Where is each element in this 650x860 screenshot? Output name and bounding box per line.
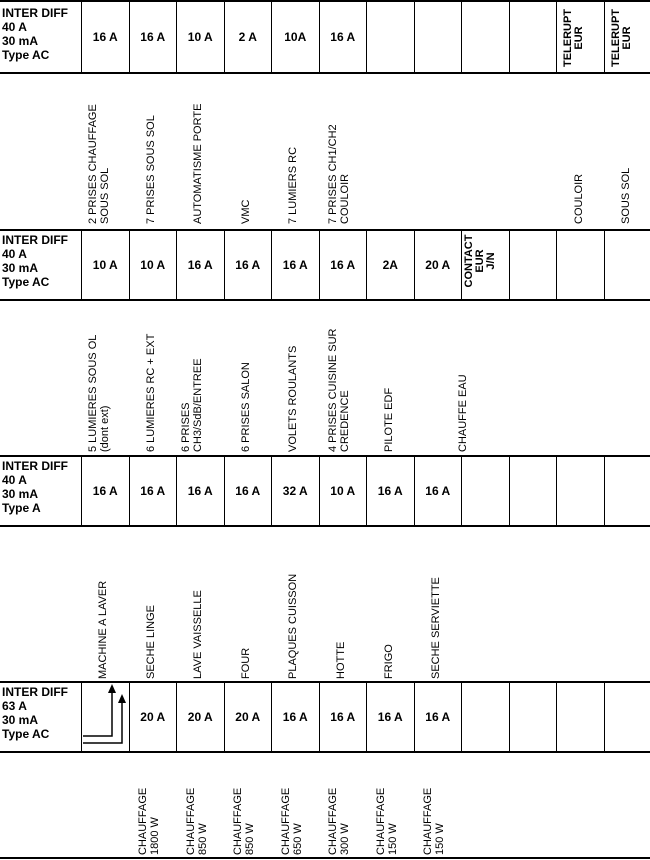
inter-diff-label-1 (2, 6, 68, 62)
breaker-rating (510, 229, 558, 300)
row-top-border (0, 455, 650, 457)
circuit-label: VMC (240, 199, 252, 224)
inter-diff-rating: 63 A (2, 699, 27, 713)
circuit-label: MACHINE A LAVER (97, 580, 109, 679)
circuit-label: AUTOMATISME PORTE (192, 103, 204, 224)
circuit-label: FOUR (240, 647, 252, 679)
breaker-rating (605, 229, 650, 300)
breaker-rating: 16 A (320, 229, 368, 300)
breaker-rating: 16 A (82, 0, 130, 73)
inter-diff-title: INTER DIFF (2, 6, 68, 20)
inter-diff-title: INTER DIFF (2, 459, 68, 473)
circuit-labels-1 (0, 74, 650, 229)
inter-diff-label-3 (2, 459, 68, 515)
breaker-rating (557, 455, 605, 526)
circuit-label: SOUS SOL (620, 167, 632, 224)
inter-diff-title: INTER DIFF (2, 233, 68, 247)
breaker-rating: 16 A (367, 455, 415, 526)
breaker-rating: 20 A (177, 681, 225, 752)
circuit-label: HOTTE (335, 641, 347, 679)
circuit-label: 6 LUMIERES RC + EXT (145, 333, 157, 452)
inter-diff-sensitivity: 30 mA (2, 487, 39, 501)
breaker-rating: 10 A (320, 455, 368, 526)
breaker-rating: 20 A (225, 681, 273, 752)
breaker-rating: 16 A (320, 681, 368, 752)
circuit-label: CHAUFFAGE 850 W (232, 787, 256, 855)
inter-diff-sensitivity: 30 mA (2, 34, 39, 48)
bottom-rule (0, 857, 650, 859)
circuit-label: CHAUFFAGE 300 W (327, 787, 351, 855)
column-divider (81, 681, 82, 752)
breaker-rating: 16 A (130, 0, 178, 73)
breaker-rating: 32 A (272, 455, 320, 526)
column-divider (81, 229, 82, 300)
breaker-rating (510, 455, 558, 526)
breaker-rating (605, 455, 650, 526)
breaker-rating: 10 A (177, 0, 225, 73)
row-top-border (0, 229, 650, 231)
breaker-rating: 2A (367, 229, 415, 300)
breaker-rating (462, 0, 510, 73)
breaker-rating (557, 229, 605, 300)
breaker-rating (557, 681, 605, 752)
circuit-label: 4 PRISES CUISINE SUR CREDENCE (327, 328, 351, 452)
breaker-rating: 20 A (415, 229, 463, 300)
inter-diff-label-2 (2, 233, 68, 289)
breaker-rating: 10 A (130, 229, 178, 300)
circuit-label: 7 PRISES SOUS SOL (145, 115, 157, 224)
teleruptor-label: TELERUPT EUR (562, 8, 585, 68)
circuit-label: SECHE SERVIETTE (430, 577, 442, 679)
breaker-rating: 16 A (130, 455, 178, 526)
circuit-label: CHAUFFAGE 650 W (280, 787, 304, 855)
breaker-rating (415, 0, 463, 73)
breaker-rating (462, 455, 510, 526)
circuit-label: 7 LUMIERS RC (287, 146, 299, 224)
teleruptor-label: TELERUPT EUR (609, 8, 633, 68)
circuit-label: CHAUFFAGE 850 W (185, 787, 209, 855)
inter-diff-rating: 40 A (2, 247, 27, 261)
breaker-rating: 16 A (225, 455, 273, 526)
breaker-rating: 16 A (177, 455, 225, 526)
breaker-rating (510, 0, 558, 73)
breaker-rating: 20 A (130, 681, 178, 752)
circuit-label: PLAQUES CUISSON (287, 573, 299, 679)
breaker-rating: 16 A (320, 0, 368, 73)
circuit-label: CHAUFFAGE 150 W (375, 787, 399, 855)
breaker-rating: 16 A (272, 229, 320, 300)
breaker-rating: 16 A (415, 681, 463, 752)
inter-diff-sensitivity: 30 mA (2, 713, 39, 727)
circuit-label: CHAUFFE EAU (457, 374, 469, 452)
breaker-rating (367, 0, 415, 73)
contact-label: CONTACT EUR J/N (463, 234, 497, 288)
breaker-rating: 10 A (82, 229, 130, 300)
inter-diff-rating: 40 A (2, 20, 27, 34)
breaker-rating: 16 A (82, 455, 130, 526)
inter-diff-label-4 (2, 685, 68, 741)
inter-diff-type: Type AC (2, 275, 50, 289)
inter-diff-rating: 40 A (2, 473, 27, 487)
breaker-rating: 16 A (225, 229, 273, 300)
inter-diff-title: INTER DIFF (2, 685, 68, 699)
breaker-rating: 16 A (367, 681, 415, 752)
circuit-labels-2 (0, 300, 650, 455)
circuit-labels-3 (0, 526, 650, 681)
circuit-label: 7 PRISES CH1/CH2 COULOIR (327, 124, 351, 224)
breaker-row-3 (0, 455, 650, 526)
row-top-border (0, 0, 650, 2)
circuit-label: FRIGO (383, 644, 395, 679)
wiring-arrows (78, 681, 138, 752)
circuit-label: VOLETS ROULANTS (287, 345, 299, 452)
row-top-border (0, 681, 650, 683)
circuit-label: 6 PRISES CH3/SdB/ENTREE (180, 358, 204, 452)
breaker-row-4 (0, 681, 650, 752)
inter-diff-type: Type A (2, 501, 41, 515)
circuit-label: LAVE VAISSELLE (192, 590, 204, 679)
circuit-labels-4 (0, 752, 650, 860)
circuit-label: COULOIR (573, 173, 585, 224)
breaker-rating: 16 A (177, 229, 225, 300)
breaker-rating (510, 681, 558, 752)
breaker-rating: 16 A (415, 455, 463, 526)
circuit-label: 6 PRISES SALON (240, 362, 252, 452)
circuit-label: 2 PRISES CHAUFFAGE SOUS SOL (87, 104, 111, 224)
breaker-rating: 2 A (225, 0, 273, 73)
circuit-label: 5 LUMIERES SOUS OL (dont ext) (87, 334, 111, 452)
column-divider (81, 455, 82, 526)
breaker-rating: 10A (272, 0, 320, 73)
circuit-label: CHAUFFAGE 150 W (422, 787, 446, 855)
breaker-row-1 (0, 0, 650, 73)
column-divider (81, 0, 82, 73)
circuit-label: CHAUFFAGE 1800 W (137, 787, 161, 855)
inter-diff-type: Type AC (2, 48, 50, 62)
inter-diff-type: Type AC (2, 727, 50, 741)
circuit-label: SECHE LINGE (145, 605, 157, 679)
inter-diff-sensitivity: 30 mA (2, 261, 39, 275)
breaker-rating (605, 681, 650, 752)
breaker-row-2 (0, 229, 650, 300)
breaker-rating (462, 681, 510, 752)
circuit-label: PILOTE EDF (383, 387, 395, 452)
breaker-rating: 16 A (272, 681, 320, 752)
